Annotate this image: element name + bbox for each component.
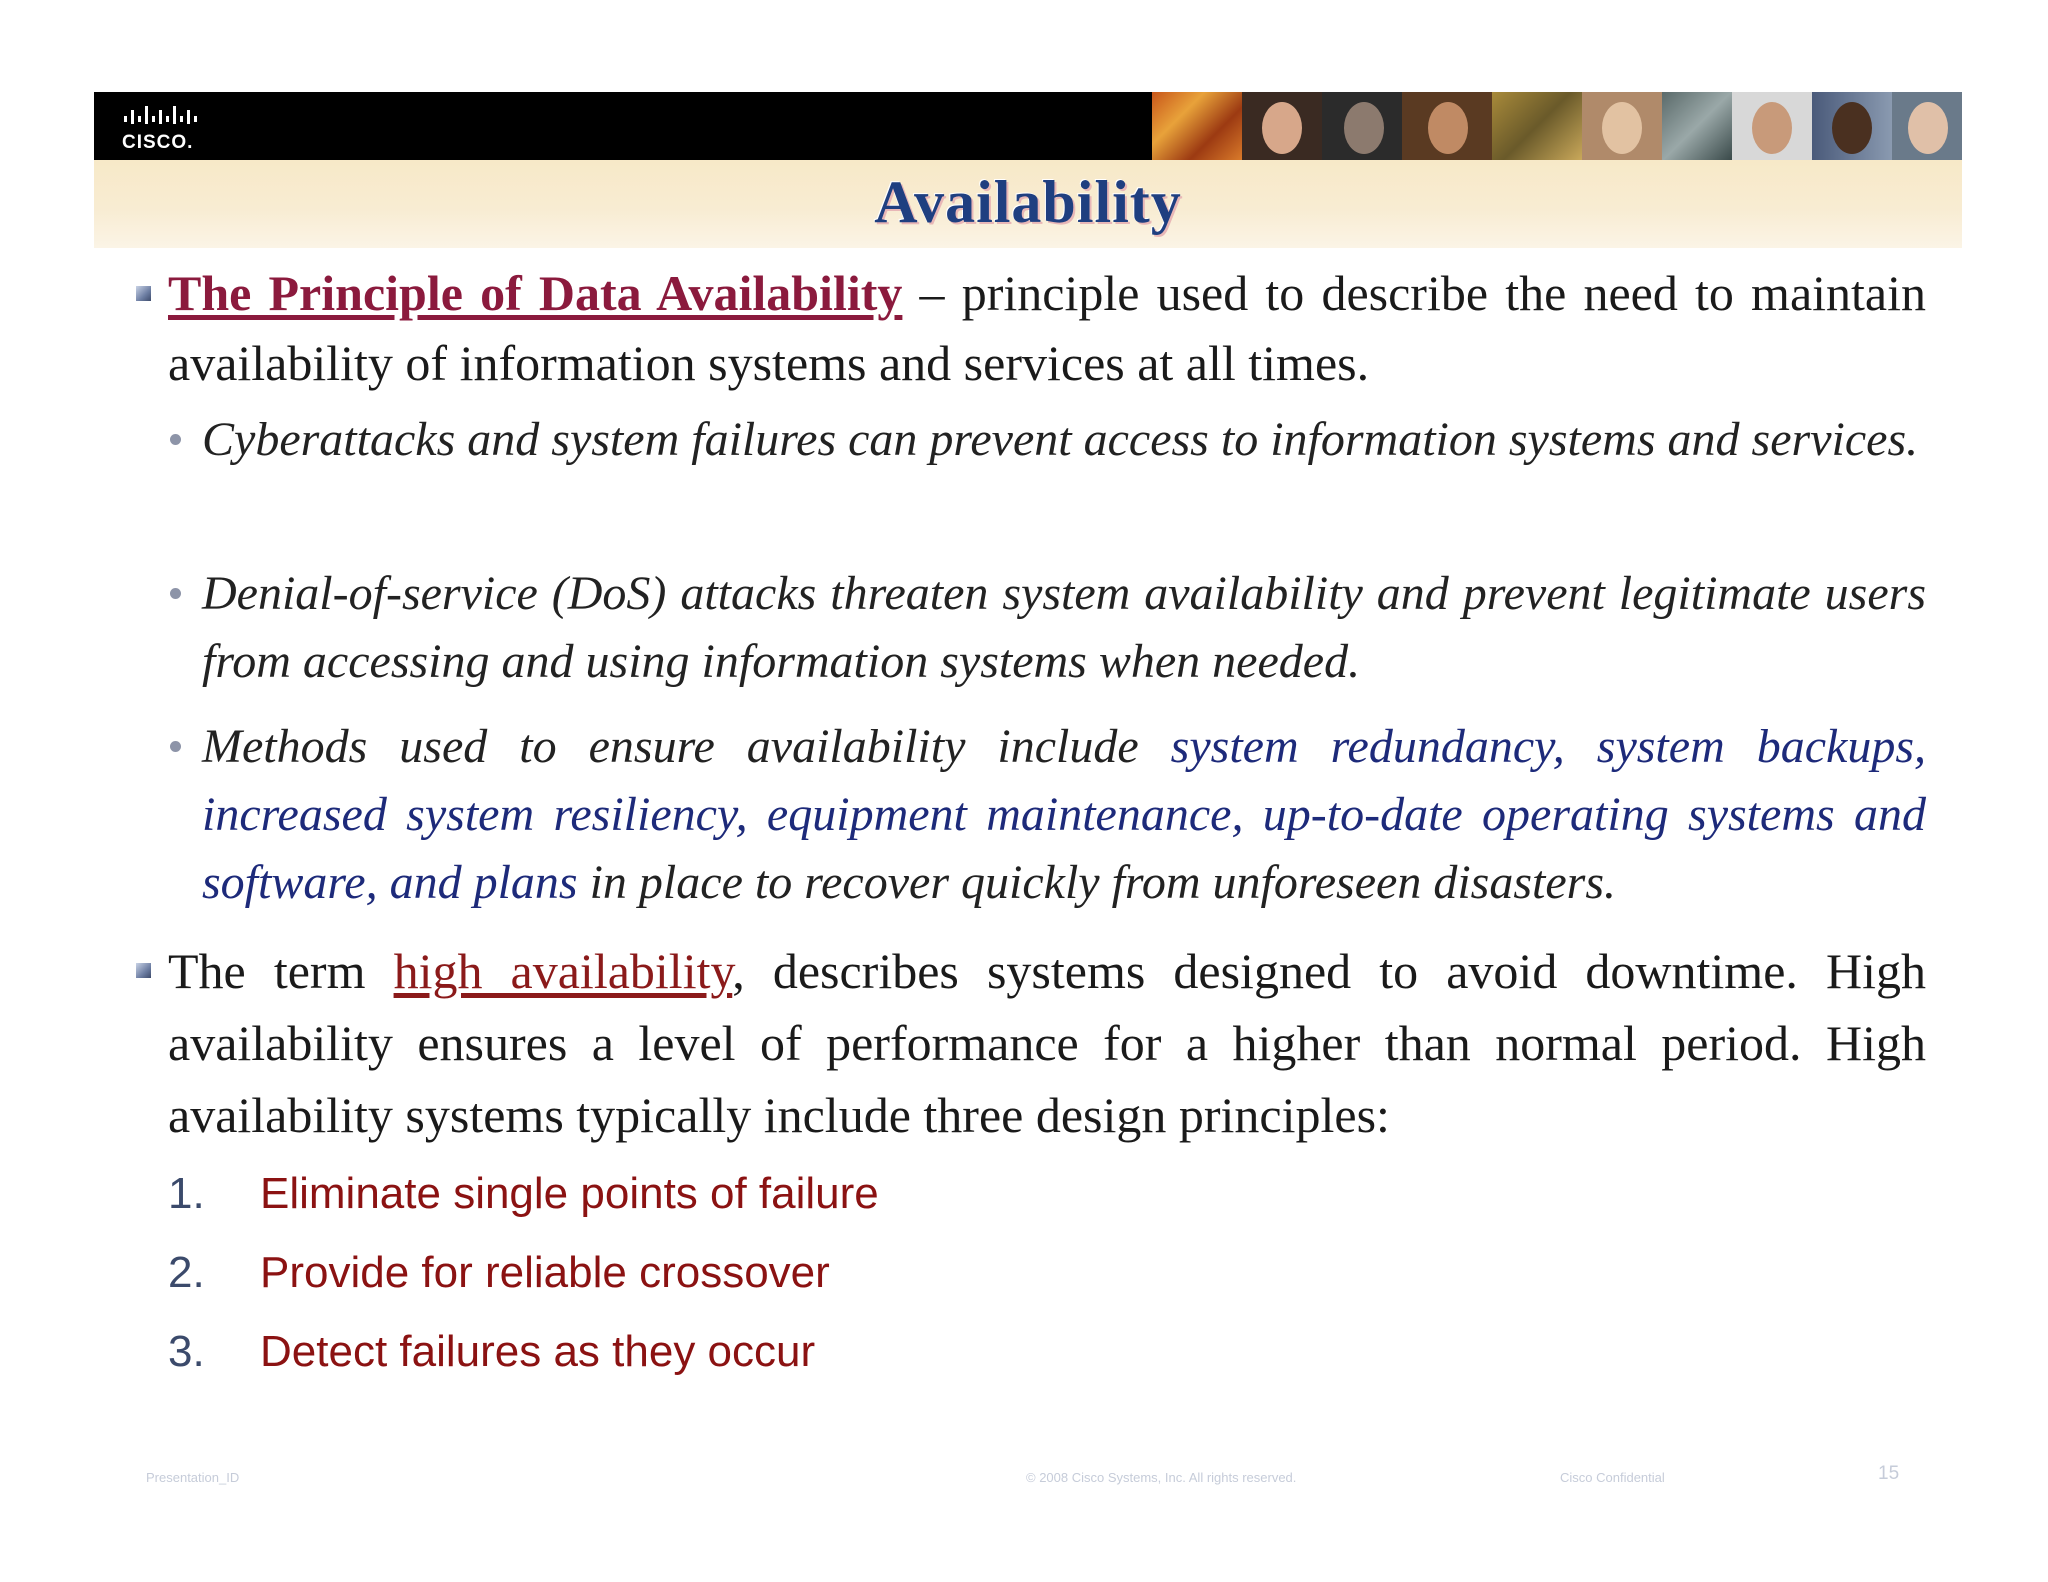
bullet-data-availability <box>168 258 1926 398</box>
principle-text: Detect failures as they occur <box>260 1327 816 1376</box>
sub-bullet-text: Methods used to ensure availability include <box>202 720 1171 773</box>
principle-item <box>168 1243 830 1303</box>
sub-bullet-dos <box>202 560 1926 696</box>
principle-number: 2. <box>168 1248 205 1297</box>
round-bullet-icon <box>170 588 181 599</box>
term-high-availability: high availability <box>393 943 733 999</box>
principle-number: 1. <box>168 1169 205 1218</box>
principle-item <box>168 1164 879 1224</box>
footer-confidential: Cisco Confidential <box>1560 1470 1665 1485</box>
bullet-text: , describes systems designed to avoid downtime. High availability ensures a level of performance for a higher than normal period. High availability systems typically include three design principles: <box>168 943 1926 1143</box>
bullet-text: – principle used to describe the need to maintain availability of information systems and services at all times. <box>168 265 1927 391</box>
methods-list: system redundancy, system backups, increased system resiliency, equipment maintenance, up-to-date operating systems and software, and plans <box>202 720 1927 909</box>
square-bullet-icon <box>136 286 151 301</box>
principle-text: Provide for reliable crossover <box>260 1248 830 1297</box>
sub-bullet-text: in place to recover quickly from unforeseen disasters. <box>577 856 1617 909</box>
logo-wordmark: CISCO. <box>122 132 194 153</box>
sub-bullet-text: Cyberattacks and system failures can prevent access to information systems and services. <box>202 413 1919 466</box>
principle-number: 3. <box>168 1327 205 1376</box>
sub-bullet-methods <box>202 713 1926 917</box>
principle-text: Eliminate single points of failure <box>260 1169 879 1218</box>
square-bullet-icon <box>136 963 151 978</box>
sub-bullet-cyberattacks <box>202 406 1926 474</box>
page-number: 15 <box>1878 1463 1900 1484</box>
footer-presentation-id: Presentation_ID <box>146 1470 240 1485</box>
round-bullet-icon <box>170 741 181 752</box>
principle-item <box>168 1322 815 1382</box>
round-bullet-icon <box>170 434 181 445</box>
footer-copyright: © 2008 Cisco Systems, Inc. All rights reserved. <box>1026 1470 1297 1485</box>
term-data-availability: The Principle of Data Availability <box>168 265 903 321</box>
bullet-text: The term <box>168 943 394 999</box>
slide-title: Availability <box>874 169 1182 235</box>
bullet-high-availability <box>168 935 1926 1151</box>
sub-bullet-text: Denial-of-service (DoS) attacks threaten system availability and prevent legitimate users from accessing and using information systems when needed. <box>202 567 1926 688</box>
